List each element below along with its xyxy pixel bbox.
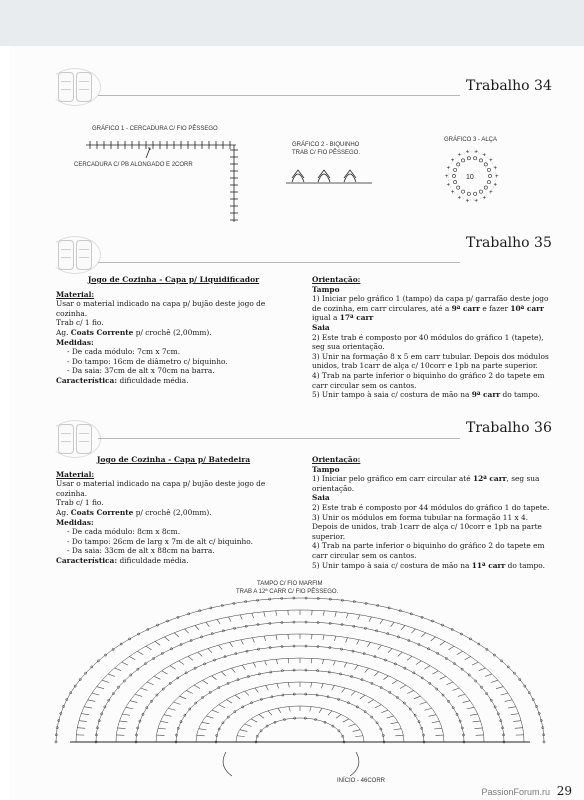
step-4: 4) Trab na parte inferior o biquinho do gráfico 2 do tapete em carr circular sem os cantos. [312, 541, 545, 560]
step-1: 1) Iniciar pelo gráfico 1 (tampo) da capa p/ garrafão deste jogo de cozinha, em carr circulares, até a 9ª carr e fazer 10ª carr igual a 17ª carr [312, 294, 549, 323]
measure-skirt: - Da saia: 37cm de alt x 70cm na barra. [67, 366, 215, 376]
top-crochet-chart [0, 580, 584, 790]
page-number: 29 [556, 784, 572, 798]
step-1: 1) Iniciar pelo gráfico em carr circular até 12ª carr, seg sua orientação. [312, 474, 540, 493]
work-36-title: Trabalho 36 [466, 420, 552, 436]
watermark: PassionForum.ru [481, 787, 550, 797]
work-36-materials [56, 455, 291, 566]
handle-round-chart [445, 149, 499, 204]
handle-center-count: 10 [466, 174, 474, 181]
step-5: 5) Unir tampo à saia c/ costura de mão na 11ª carr do tampo. [312, 560, 545, 570]
work-35-title: Trabalho 35 [466, 235, 552, 251]
header-rule-36 [98, 438, 460, 439]
work-36-heading: Jogo de Cozinha - Capa p/ Batedeira [96, 455, 251, 464]
skirt-heading: Saia [312, 493, 330, 503]
measure-module: - De cada módulo: 7cm x 7cm. [67, 347, 181, 357]
work-35-instructions [312, 275, 550, 400]
svg-text:+: + [493, 165, 498, 172]
difficulty-line: Característica: dificuldade média. [56, 555, 189, 565]
orientation-heading: Orientação: [312, 455, 361, 464]
svg-text:+: + [493, 182, 498, 189]
step-3: 3) Unir na formação 8 x 5 em carr tubular. Depois dos módulos unidos, trab 1carr de alça c/ 10corr e 1pb na parte superior. [312, 351, 549, 371]
measures-heading: Medidas: [56, 517, 94, 527]
step-3: 3) Unir os módulos em forma tubular na formação 11 x 4. Depois de unidos, trab 1carr de alça c/ 10corr e 1pb na parte superior. [312, 512, 542, 541]
chart-2-sublabel: TRAB C/ FIO PÊSSEGO. [292, 150, 361, 156]
header-rule-35 [98, 262, 460, 263]
top-chart-label: TAMPO C/ FIO MARFIM [257, 581, 323, 587]
difficulty-line: Característica: dificuldade média. [56, 375, 189, 385]
top-chart-sublabel: TRAB A 12ª CARR C/ FIO PÊSSEGO. [236, 589, 339, 595]
picot-stitch-chart [286, 170, 372, 183]
yarn-line: Trab c/ 1 fio. [56, 498, 104, 508]
measure-module: - De cada módulo: 8cm x 8cm. [67, 527, 181, 537]
svg-text:+: + [457, 195, 462, 202]
hook-line: Ag. Coats Corrente p/ crochê (2,00mm). [56, 507, 212, 517]
svg-text:+: + [446, 182, 451, 189]
chart-1-label: GRÁFICO 1 - CERCADURA C/ FIO PÊSSEGO [92, 126, 218, 132]
chart-3-label: GRÁFICO 3 - ALÇA [444, 137, 498, 143]
svg-text:+: + [495, 174, 499, 180]
hook-line: Ag. Coats Corrente p/ crochê (2,00mm). [56, 327, 212, 337]
svg-text:+: + [474, 198, 478, 205]
svg-text:+: + [489, 190, 493, 197]
chart-2-label: GRÁFICO 2 - BIQUINHO [292, 142, 360, 148]
work-36-instructions [312, 455, 550, 570]
top-chart-start-label: INÍCIO - 46CORR [337, 778, 386, 784]
work-35-heading: Jogo de Cozinha - Capa p/ Liquidificador [87, 275, 260, 284]
material-line: Usar o material indicado na capa p/ bujão deste jogo de cozinha. [56, 479, 266, 498]
orientation-heading: Orientação: [312, 275, 361, 284]
measure-skirt: - Da saia: 33cm de alt x 88cm na barra. [67, 546, 215, 556]
top-heading: Tampo [312, 464, 340, 474]
chart-1-note: CERCADURA C/ PB ALONGADO E 2CORR [74, 162, 193, 168]
border-stitch-chart [86, 141, 238, 222]
step-2: 2) Este trab é composto por 44 módulos do gráfico 1 do tapete. [312, 502, 550, 512]
spool-logo-35 [54, 234, 98, 274]
measure-top: - Do tampo: 16cm de diâmetro c/ biquinho. [67, 356, 228, 366]
top-heading: Tampo [312, 284, 340, 294]
step-4: 4) Trab na parte inferior o biquinho do gráfico 2 do tapete em carr circular sem os cantos. [312, 370, 545, 390]
work-34-title: Trabalho 34 [466, 78, 552, 94]
material-line: Usar o material indicado na capa p/ bujão deste jogo de cozinha. [56, 299, 266, 318]
svg-text:+: + [465, 198, 470, 205]
svg-text:+: + [489, 157, 493, 164]
yarn-line: Trab c/ 1 fio. [56, 318, 104, 328]
svg-text:+: + [482, 195, 487, 202]
svg-text:+: + [465, 149, 470, 156]
svg-text:+: + [450, 157, 455, 164]
step-5: 5) Unir tampo à saia c/ costura de mão na 9ª carr do tampo. [312, 390, 540, 400]
material-heading: Material: [56, 469, 95, 479]
skirt-heading: Saia [312, 322, 330, 332]
svg-text:+: + [450, 190, 455, 197]
svg-text:+: + [457, 152, 462, 159]
step-2: 2) Este trab é composto por 40 módulos do gráfico 1 (tapete), seg sua orientação. [312, 332, 544, 352]
svg-text:+: + [474, 149, 478, 156]
measure-top: - Do tampo: 26cm de larg x 7m de alt c/ biquinho. [67, 536, 253, 546]
work-35-materials [56, 275, 291, 386]
svg-text:+: + [446, 165, 451, 172]
svg-text:+: + [482, 152, 487, 159]
svg-text:+: + [445, 174, 449, 180]
material-heading: Material: [56, 289, 95, 299]
measures-heading: Medidas: [56, 337, 94, 347]
spool-logo-36 [54, 418, 98, 458]
work-34-diagrams [0, 0, 584, 240]
